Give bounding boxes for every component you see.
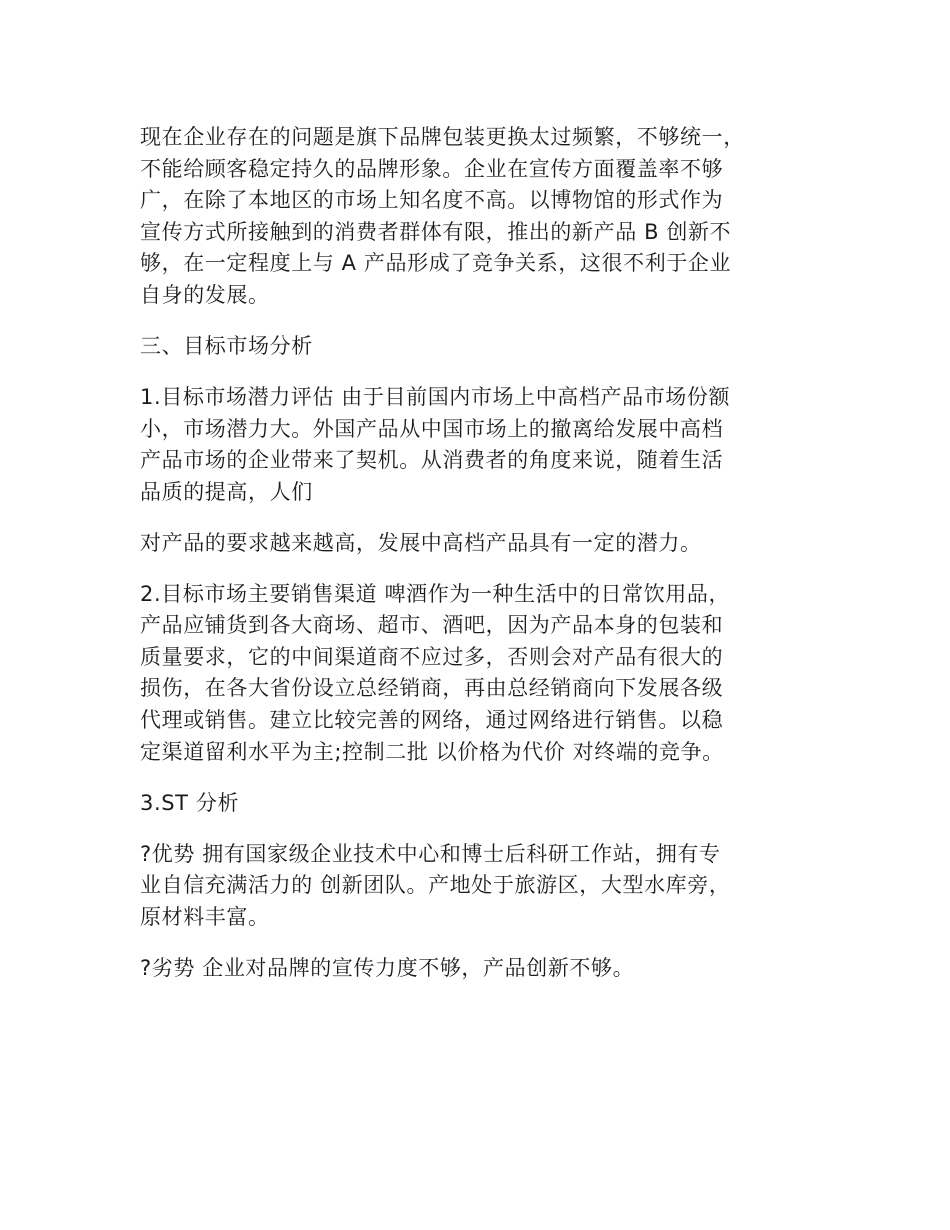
paragraph-strengths	[140, 839, 812, 934]
text-line: 2.目标市场主要销售渠道 啤酒作为一种生活中的日常饮用品，	[140, 581, 731, 606]
document-body	[140, 122, 812, 1004]
text-line: 广，在除了本地区的市场上知名度不高。以博物馆的形式作为	[140, 188, 724, 213]
text-line: ?劣势 企业对品牌的宣传力度不够，产品创新不够。	[140, 955, 635, 980]
text-line: 小，市场潜力大。外国产品从中国市场上的撤离给发展中高档	[140, 416, 724, 441]
text-line: 原材料丰富。	[140, 904, 270, 929]
text-line: 够，在一定程度上与 A 产品形成了竞争关系，这很不利于企业	[140, 251, 732, 276]
paragraph-market-potential-cont	[140, 528, 812, 560]
text-line: 产品应铺货到各大商场、超市、酒吧，因为产品本身的包装和	[140, 613, 724, 638]
heading-text: 三、目标市场分析	[140, 333, 313, 358]
text-line: 1.目标市场潜力评估 由于目前国内市场上中高档产品市场份额	[140, 384, 731, 409]
text-line: 定渠道留利水平为主;控制二批 以价格为代价 对终端的竞争。	[140, 739, 724, 764]
paragraph-brand-issues	[140, 122, 812, 312]
text-line: 损伤，在各大省份设立总经销商，再由总经销商向下发展各级	[140, 676, 724, 701]
text-line: 现在企业存在的问题是旗下品牌包装更换太过频繁，不够统一，	[140, 125, 745, 149]
paragraph-market-potential	[140, 382, 812, 508]
text-line: 产品市场的企业带来了契机。从消费者的角度来说，随着生活	[140, 448, 724, 473]
subheading-text: 3.ST 分析	[140, 790, 240, 815]
text-line: ?优势 拥有国家级企业技术中心和博士后科研工作站，拥有专	[140, 841, 721, 866]
subheading-st-analysis	[140, 788, 812, 820]
paragraph-weaknesses	[140, 953, 812, 985]
section-heading	[140, 331, 812, 363]
text-line: 宣传方式所接触到的消费者群体有限，推出的新产品 B 创新不	[140, 219, 732, 244]
text-line: 质量要求，它的中间渠道商不应过多，否则会对产品有很大的	[140, 644, 724, 669]
text-line: 业自信充满活力的 创新团队。产地处于旅游区，大型水库旁，	[140, 873, 731, 898]
text-line: 品质的提高，人们	[140, 479, 313, 504]
text-line: 对产品的要求越来越高，发展中高档产品具有一定的潜力。	[140, 530, 702, 555]
text-line: 自身的发展。	[140, 282, 270, 307]
text-line: 代理或销售。建立比较完善的网络，通过网络进行销售。以稳	[140, 708, 724, 733]
paragraph-sales-channels	[140, 579, 812, 769]
text-line: 不能给顾客稳定持久的品牌形象。企业在宣传方面覆盖率不够	[140, 156, 724, 181]
